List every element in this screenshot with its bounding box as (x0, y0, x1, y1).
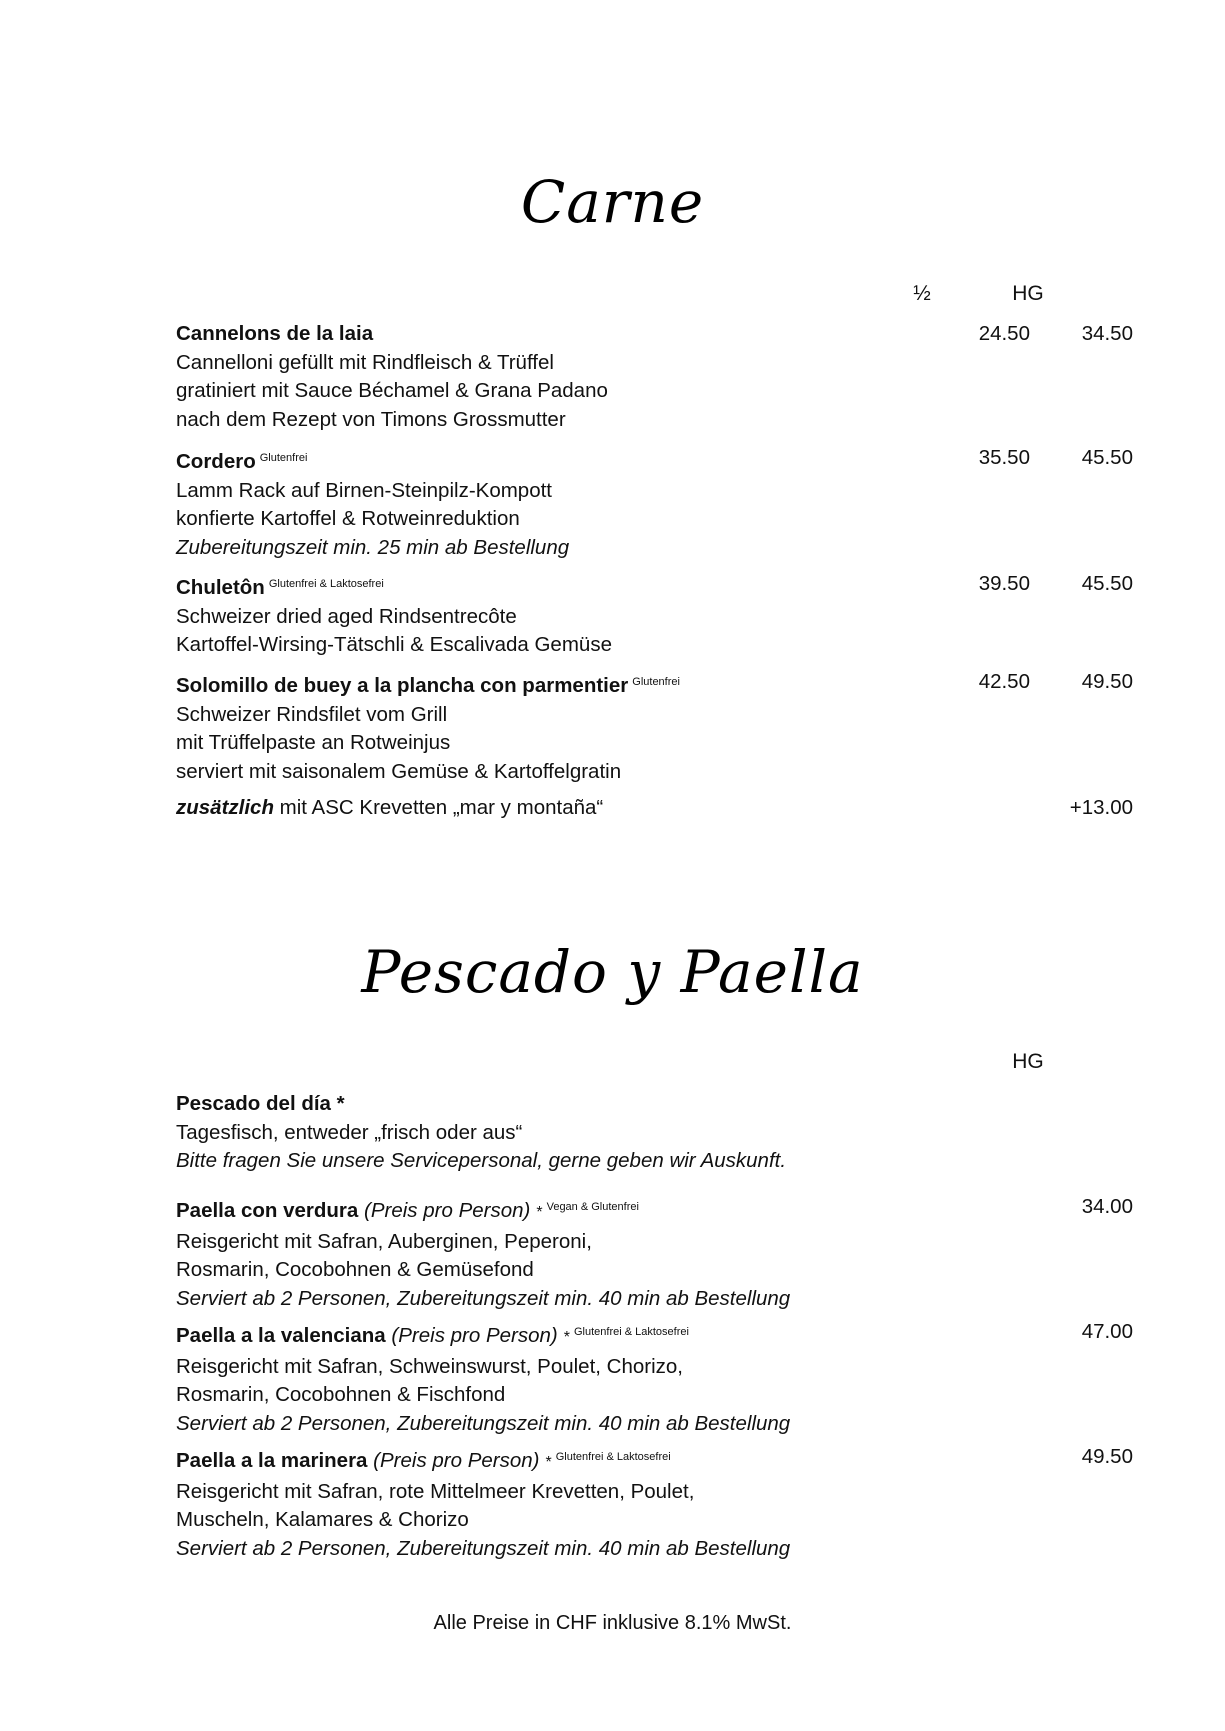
menu-item (176, 668, 1176, 786)
section-title-carne: Carne (520, 168, 705, 236)
dish-description: Reisgericht mit Safran, Auberginen, Peperoni, (176, 1229, 592, 1253)
star-marker: * (563, 1329, 570, 1346)
dish-name: Paella a la marinera (176, 1449, 368, 1472)
dish-name: Paella con verdura (176, 1199, 359, 1222)
dish-name: Cannelons de la laia (176, 322, 374, 345)
price-half: 42.50 (978, 670, 1030, 693)
price-hg: 45.50 (1081, 572, 1133, 595)
price-hg: 47.00 (1081, 1320, 1133, 1343)
price-half: 39.50 (978, 572, 1030, 595)
diet-tag: Glutenfrei (632, 676, 680, 688)
star-marker: * (536, 1204, 543, 1221)
diet-tag: Glutenfrei (259, 452, 308, 464)
menu-item (176, 444, 1176, 562)
dish-description: Rosmarin, Cocobohnen & Fischfond (176, 1383, 506, 1406)
dish-description: nach dem Rezept von Timons Grossmutter (176, 407, 566, 431)
preparation-note: Serviert ab 2 Personen, Zubereitungszeit min. 40 min ab Bestellung (176, 1411, 791, 1435)
menu-item-extra (176, 794, 1176, 823)
dish-description: Reisgericht mit Safran, Schweinswurst, Poulet, Chorizo, (176, 1354, 684, 1378)
dish-description: serviert mit saisonalem Gemüse & Kartoffelgratin (176, 759, 622, 783)
dish-description: Cannelloni gefüllt mit Rindfleisch & Trüffel (176, 350, 554, 374)
preparation-note: Serviert ab 2 Personen, Zubereitungszeit min. 40 min ab Bestellung (176, 1286, 791, 1310)
price-hg: 45.50 (1081, 446, 1133, 469)
dish-name: Solomillo de buey a la plancha con parmentier (176, 674, 629, 697)
price-hg: 34.00 (1081, 1195, 1133, 1218)
menu-item (176, 1443, 1176, 1563)
price-qualifier: (Preis pro Person) (391, 1324, 558, 1347)
dish-name: Paella a la valenciana (176, 1324, 386, 1347)
section-title-pescado-y-paella: Pescado y Paella (361, 938, 864, 1006)
dish-description: Muscheln, Kalamares & Chorizo (176, 1508, 469, 1531)
dish-description: Schweizer dried aged Rindsentrecôte (176, 604, 517, 628)
diet-tag: Glutenfrei & Laktosefrei (555, 1451, 671, 1463)
dish-description: gratiniert mit Sauce Béchamel & Grana Padano (176, 379, 608, 402)
column-header-hg: HG (1012, 1050, 1044, 1073)
menu-item (176, 320, 1176, 434)
diet-tag: Vegan & Glutenfrei (546, 1201, 639, 1213)
price-hg: 49.50 (1081, 1445, 1133, 1468)
dish-name: Pescado del día * (176, 1092, 345, 1115)
dish-description: Schweizer Rindsfilet vom Grill (176, 702, 448, 726)
extra-prefix: zusätzlich (176, 796, 274, 819)
price-footnote: Alle Preise in CHF inklusive 8.1% MwSt. (433, 1612, 792, 1634)
dish-description: Reisgericht mit Safran, rote Mittelmeer Krevetten, Poulet, (176, 1479, 695, 1503)
service-note: Bitte fragen Sie unsere Servicepersonal, gerne geben wir Auskunft. (176, 1149, 787, 1172)
dish-description: Tagesfisch, entweder „frisch oder aus“ (176, 1120, 523, 1144)
menu-item (176, 1090, 1176, 1176)
star-marker: * (545, 1454, 552, 1471)
price-qualifier: (Preis pro Person) (364, 1199, 531, 1222)
diet-tag: Glutenfrei & Laktosefrei (268, 578, 384, 590)
preparation-note: Serviert ab 2 Personen, Zubereitungszeit min. 40 min ab Bestellung (176, 1536, 791, 1560)
price-hg: 49.50 (1081, 670, 1133, 693)
dish-description: Kartoffel-Wirsing-Tätschli & Escalivada Gemüse (176, 633, 612, 656)
menu-item (176, 1318, 1176, 1438)
dish-description: Rosmarin, Cocobohnen & Gemüsefond (176, 1258, 534, 1281)
price-half: 35.50 (978, 446, 1030, 469)
preparation-note: Zubereitungszeit min. 25 min ab Bestellung (176, 535, 570, 559)
dish-name: Cordero (176, 450, 256, 473)
diet-tag: Glutenfrei & Laktosefrei (573, 1326, 689, 1338)
dish-description: konfierte Kartoffel & Rotweinreduktion (176, 507, 520, 530)
column-header-half: ½ (913, 282, 931, 305)
menu-item (176, 570, 1176, 660)
column-header-hg: HG (1012, 282, 1044, 305)
extra-description: mit ASC Krevetten „mar y montaña“ (273, 796, 604, 819)
dish-name: Chuletôn (176, 576, 265, 599)
price-half: 24.50 (978, 322, 1030, 345)
dish-description: mit Trüffelpaste an Rotweinjus (176, 731, 451, 754)
price-hg: +13.00 (1069, 796, 1133, 819)
price-hg: 34.50 (1081, 322, 1133, 345)
price-qualifier: (Preis pro Person) (373, 1449, 540, 1472)
menu-item (176, 1193, 1176, 1313)
dish-description: Lamm Rack auf Birnen-Steinpilz-Kompott (176, 478, 552, 502)
